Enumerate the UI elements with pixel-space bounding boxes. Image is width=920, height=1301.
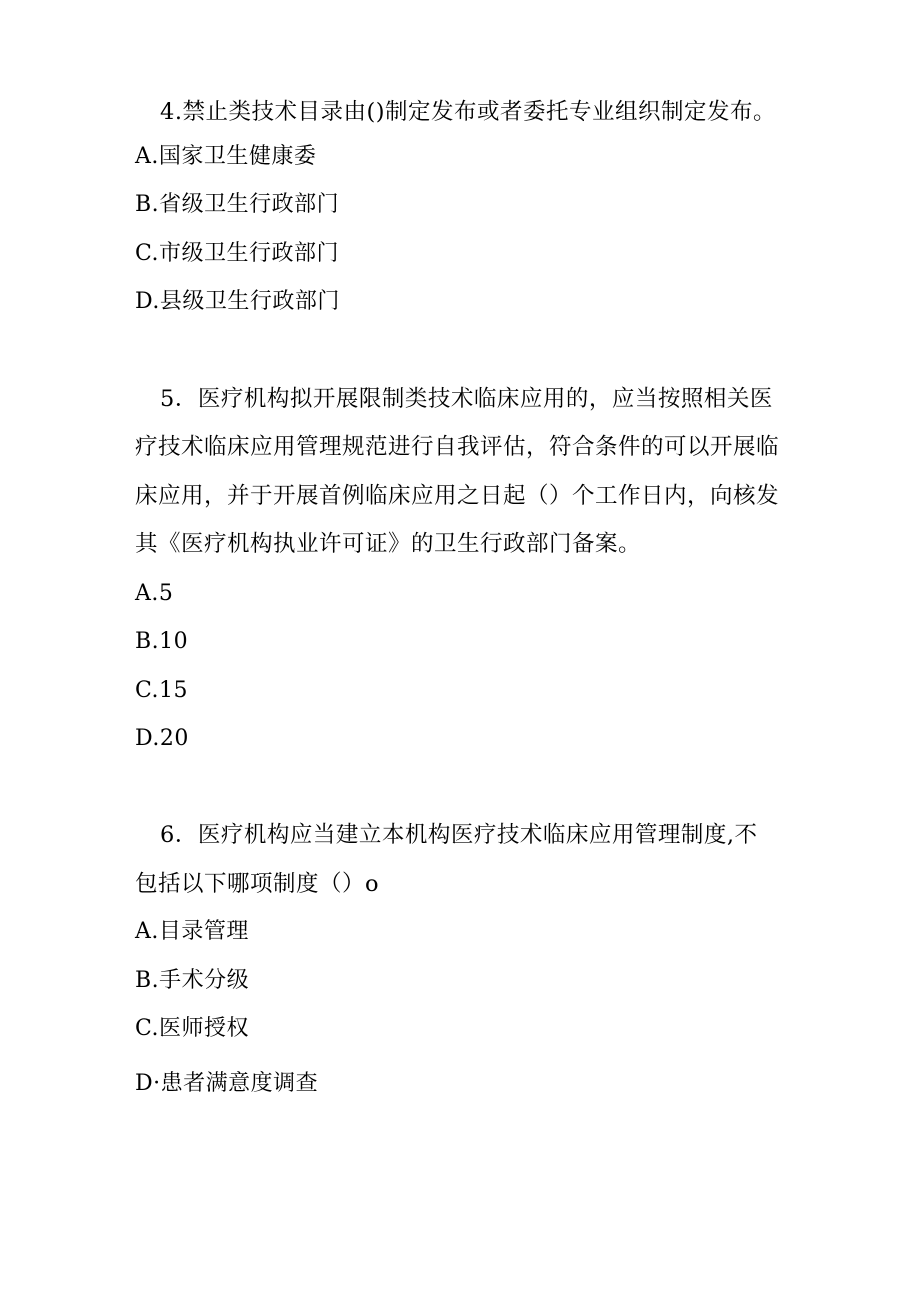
- question-6-option-d: D·患者满意度调查: [135, 1071, 319, 1096]
- question-5-stem-line-4: 其《医疗机构执业许可证》的卫生行政部门备案。: [135, 531, 642, 557]
- question-6-option-c: C.医师授权: [135, 1016, 250, 1041]
- question-4-option-a: A.国家卫生健康委: [135, 144, 317, 169]
- question-5-stem-line-3: 床应用，并于开展首例临床应用之日起（）个工作日内，向核发: [135, 483, 780, 509]
- question-5-option-c: C.15: [135, 678, 189, 703]
- question-4-stem-line-1: 4.禁止类技术目录由()制定发布或者委托专业组织制定发布。: [160, 99, 777, 125]
- question-4-option-c: C.市级卫生行政部门: [135, 241, 340, 266]
- question-4-option-d: D.县级卫生行政部门: [135, 289, 340, 314]
- question-5-option-a: A.5: [135, 581, 174, 606]
- question-5-stem-line-2: 疗技术临床应用管理规范进行自我评估，符合条件的可以开展临: [135, 434, 780, 460]
- question-4-option-b: B.省级卫生行政部门: [135, 192, 340, 217]
- question-5-option-d: D.20: [135, 726, 189, 751]
- question-6-stem-line-1: 6．医疗机构应当建立本机构医疗技术临床应用管理制度,不: [160, 822, 758, 848]
- question-5-option-b: B.10: [135, 629, 189, 654]
- question-6-stem-line-2: 包括以下哪项制度（）o: [135, 871, 380, 897]
- question-6-option-b: B.手术分级: [135, 968, 250, 993]
- question-6-option-a: A.目录管理: [135, 919, 249, 944]
- question-5-stem-line-1: 5．医疗机构拟开展限制类技术临床应用的，应当按照相关医: [160, 386, 773, 412]
